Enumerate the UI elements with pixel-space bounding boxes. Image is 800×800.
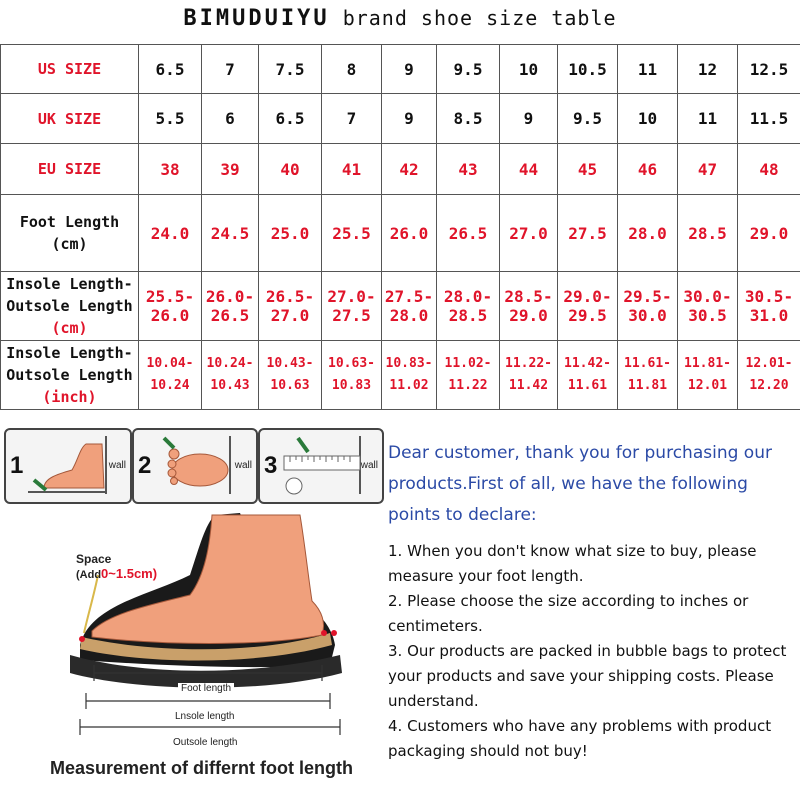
size-cell-line: 28.0- [443,287,493,306]
size-cell: 28.5 [678,195,738,272]
size-cell-line: 27.5 [332,306,371,325]
size-cell: 39 [202,144,259,195]
space-label: Space [76,552,112,566]
size-cell-line: 10.83- [385,356,433,371]
size-cell: 10.5 [558,45,618,94]
size-cell: 38 [139,144,202,195]
table-row [1,94,800,144]
add-prefix: (Add [76,569,102,581]
size-cell [500,341,558,410]
row-label [1,272,139,341]
size-cell [437,272,500,341]
size-cell: 12 [678,45,738,94]
add-range: 0~1.5cm) [101,566,158,581]
step-number: 2 [138,452,152,479]
size-cell: 24.5 [202,195,259,272]
size-cell-line: 10.04- [146,356,194,371]
size-cell: 25.0 [259,195,322,272]
row-label-line: Outsole Length [6,366,133,384]
step-number: 1 [10,452,24,479]
size-cell-line: 11.42 [508,378,549,393]
size-cell-line: 11.42- [564,356,611,371]
size-cell-line: 29.0 [509,306,548,325]
row-label [1,195,139,272]
table-row [1,341,800,410]
table-row [1,195,800,272]
size-cell: 10 [618,94,678,144]
size-cell-line: 28.5- [504,287,553,306]
row-label-line: Insole Length- [6,275,133,293]
size-cell [500,272,558,341]
size-cell-line: 26.5 [210,306,250,325]
note-item: 3. Our products are packed in bubble bags to protect your products and save your shipping costs. Please understand. [388,642,787,710]
add-label [76,566,157,581]
step-3-panel [258,428,384,504]
size-cell: 12.5 [738,45,800,94]
customer-notes [388,438,798,764]
title-text: brand shoe size table [342,6,617,30]
size-cell: 9.5 [437,45,500,94]
size-cell: 43 [437,144,500,195]
row-label [1,144,139,195]
size-cell: 46 [618,144,678,195]
size-cell-line: 26.5- [265,287,315,306]
row-label-line: Insole Length- [6,344,133,362]
size-cell-line: 12.01 [687,378,728,393]
size-cell-line: 29.5 [568,306,607,325]
row-label [1,45,139,94]
size-cell: 7 [202,45,259,94]
size-cell: 7 [322,94,382,144]
size-cell-line: 25.5- [145,287,195,306]
size-cell-line: 30.0- [683,287,732,306]
size-cell: 5.5 [139,94,202,144]
size-cell: 42 [382,144,437,195]
size-cell: 11 [678,94,738,144]
size-cell-line: 12.01- [745,356,793,371]
size-cell-line: 26.0- [205,287,255,306]
size-cell: 24.0 [139,195,202,272]
row-label-line: US SIZE [37,60,102,78]
step-2-panel [132,428,258,504]
wall-label: wall [234,460,252,471]
row-label [1,341,139,410]
size-cell-line: 28.0 [389,306,429,325]
size-cell [139,272,202,341]
size-cell-line: 10.63- [328,356,375,371]
size-cell-line: 10.43- [266,356,314,371]
wall-label: wall [360,460,378,471]
step-number: 3 [264,452,278,479]
size-cell-line: 30.0 [628,306,667,325]
size-cell: 29.0 [738,195,800,272]
size-cell [382,341,437,410]
size-cell [738,341,800,410]
row-label-line: (cm) [51,235,88,253]
size-cell-line: 11.61 [567,378,608,393]
step-1-panel [4,428,132,504]
size-cell [678,341,738,410]
size-cell-line: 29.0- [563,287,612,306]
size-cell-line: 10.83 [331,378,372,393]
size-cell-line: 11.02 [389,378,429,393]
size-cell: 41 [322,144,382,195]
size-cell-line: 11.22- [505,356,552,371]
note-item: 1. When you don't know what size to buy, please measure your foot length. [388,542,757,585]
size-table [0,44,800,410]
size-cell-line: 28.5 [448,306,488,325]
size-cell-line: 10.43 [210,378,250,393]
size-cell [322,341,382,410]
size-cell [259,341,322,410]
size-cell-line: 31.0 [749,306,789,325]
size-cell: 10 [500,45,558,94]
size-cell: 9.5 [558,94,618,144]
note-item: 4. Customers who have any problems with product packaging should not buy! [388,717,772,760]
size-cell [618,341,678,410]
size-cell: 48 [738,144,800,195]
foot-length-label: Foot length [178,683,234,694]
size-cell: 8 [322,45,382,94]
size-cell-line: 12.20 [749,378,789,393]
row-label-line: UK SIZE [37,109,102,128]
table-row [1,272,800,341]
size-cell: 25.5 [322,195,382,272]
size-cell: 27.5 [558,195,618,272]
size-cell-line: 26.0 [150,306,190,325]
row-label-line: EU SIZE [37,160,102,178]
size-cell: 8.5 [437,94,500,144]
page-title [0,6,800,31]
size-cell-line: 30.5 [688,306,727,325]
size-cell: 9 [500,94,558,144]
size-cell [202,272,259,341]
size-cell: 26.0 [382,195,437,272]
note-item: 2. Please choose the size according to inches or centimeters. [388,592,749,635]
insole-length-label: Lnsole length [172,711,238,722]
size-cell-line: 11.81 [627,378,668,393]
size-cell-line: 10.63 [270,378,310,393]
wall-label: wall [108,460,126,471]
size-cell [202,341,259,410]
size-cell: 9 [382,45,437,94]
size-cell-line: 27.5- [384,287,434,306]
size-cell-line: 27.0- [327,287,376,306]
brand-name: BIMUDUIYU [183,6,330,31]
size-table-body [1,45,800,410]
table-row [1,45,800,94]
diagram-caption: Measurement of differnt foot length [50,758,353,778]
size-cell: 6 [202,94,259,144]
row-label [1,94,139,144]
size-cell [618,272,678,341]
size-cell-line: 11.02- [444,356,492,371]
size-cell [437,341,500,410]
notes-intro: Dear customer, thank you for purchasing our products.First of all, we have the following points to declare: [388,443,772,525]
size-cell: 6.5 [139,45,202,94]
notes-list [388,539,798,764]
size-cell [259,272,322,341]
row-label-line: (cm) [51,319,88,337]
size-cell: 27.0 [500,195,558,272]
size-cell [382,272,437,341]
size-cell-line: 30.5- [744,287,794,306]
size-cell [678,272,738,341]
size-cell: 11.5 [738,94,800,144]
size-cell: 6.5 [259,94,322,144]
size-cell: 7.5 [259,45,322,94]
row-label-line: (inch) [42,388,97,406]
size-cell: 9 [382,94,437,144]
size-cell: 26.5 [437,195,500,272]
size-cell-line: 11.61- [624,356,671,371]
table-row [1,144,800,195]
size-cell: 11 [618,45,678,94]
size-cell-line: 29.5- [623,287,672,306]
size-cell [558,272,618,341]
size-cell [738,272,800,341]
size-cell: 44 [500,144,558,195]
size-cell: 47 [678,144,738,195]
size-cell-line: 10.24- [206,356,254,371]
size-cell-line: 10.24 [150,378,190,393]
size-cell: 45 [558,144,618,195]
outsole-length-label: Outsole length [170,737,241,748]
size-cell: 28.0 [618,195,678,272]
size-cell-line: 11.81- [684,356,731,371]
size-cell-line: 11.22 [448,378,488,393]
size-cell [558,341,618,410]
size-cell: 40 [259,144,322,195]
size-cell-line: 27.0 [270,306,310,325]
row-label-line: Foot Length [19,213,120,231]
size-cell [139,341,202,410]
size-cell [322,272,382,341]
row-label-line: Outsole Length [6,297,133,315]
